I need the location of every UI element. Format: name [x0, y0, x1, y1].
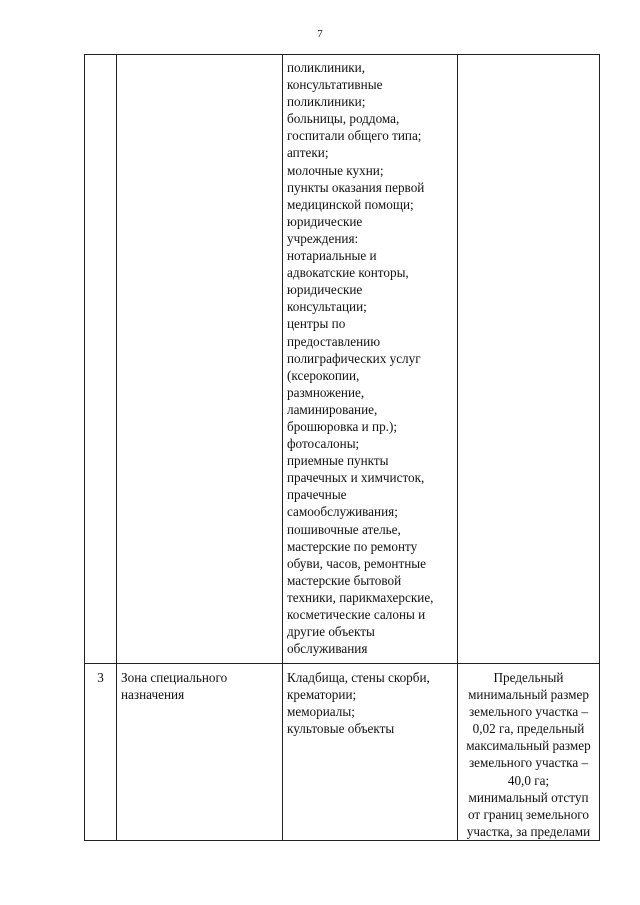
text-line: юридические [287, 282, 363, 298]
text-line: участка, за пределами [466, 823, 591, 839]
text-line: земельного участка – [468, 755, 589, 771]
text-line: обслуживания [287, 641, 368, 657]
text-line: техники, парикмахерские, [287, 589, 434, 605]
text-line: мемориалы; [287, 704, 355, 720]
text-line: приемные пункты [287, 453, 389, 469]
text-line: (ксерокопии, [287, 367, 360, 383]
text-line: брошюровка и пр.); [287, 418, 398, 434]
text-line: аптеки; [287, 145, 329, 161]
text-line: прачечные [287, 487, 347, 503]
cell-number [85, 55, 117, 664]
text-line: пошивочные ателье, [287, 521, 401, 537]
permitted-uses-text [283, 664, 457, 737]
text-line: молочные кухни; [287, 162, 384, 178]
text-line: больницы, роддома, [287, 111, 400, 127]
text-line: нотариальные и [287, 248, 377, 264]
text-line: медицинской помощи; [287, 196, 414, 212]
text-line: поликлиники, [287, 60, 366, 75]
text-line: учреждения: [287, 230, 359, 246]
text-line: размножение, [287, 384, 365, 400]
text-line: ламинирование, [287, 401, 378, 417]
text-line: консультативные [287, 77, 383, 93]
text-line: крематории; [287, 687, 357, 703]
text-line: фотосалоны; [287, 436, 360, 452]
text-line: 40,0 га; [507, 772, 550, 788]
table-row-zone-3 [85, 664, 600, 841]
text-line: адвокатские конторы, [287, 265, 409, 281]
text-line: назначения [121, 687, 185, 703]
text-line: Кладбища, стены скорби, [287, 670, 430, 685]
text-line: мастерские бытовой [287, 572, 402, 588]
cell-zone [117, 55, 283, 664]
text-line: земельного участка – [468, 704, 589, 720]
zones-table [84, 54, 600, 841]
text-line: обуви, часов, ремонтные [287, 555, 427, 571]
text-line: прачечных и химчисток, [287, 470, 425, 486]
text-line: мастерские по ремонту [287, 538, 418, 554]
text-line: минимальный отступ [468, 789, 589, 805]
page-number: 7 [317, 28, 323, 40]
parameters-text [458, 664, 599, 840]
text-line: пункты оказания первой [287, 179, 425, 195]
zone-name-text [117, 664, 282, 703]
text-line: поликлиники; [287, 94, 366, 110]
text-line: 0,02 га, предельный [472, 721, 585, 737]
text-line: полиграфических услуг [287, 350, 421, 366]
table-row-continued [85, 55, 600, 664]
text-line: юридические [287, 213, 363, 229]
text-line: максимальный размер [466, 738, 591, 754]
text-line: другие объекты [287, 624, 375, 640]
row-number: 3 [97, 670, 104, 685]
text-line: минимальный размер [468, 687, 589, 703]
text-line: Зона специального [121, 670, 228, 685]
cell-permitted-uses [283, 55, 458, 664]
cell-zone [117, 664, 283, 841]
text-line: Предельный [493, 670, 564, 685]
text-line: центры по [287, 316, 346, 332]
cell-permitted-uses [283, 664, 458, 841]
text-line: косметические салоны и [287, 607, 426, 622]
text-line: предоставлению [287, 333, 381, 349]
text-line: культовые объекты [287, 721, 395, 737]
cell-number [85, 664, 117, 841]
cell-parameters [458, 664, 600, 841]
text-line: самообслуживания; [287, 504, 398, 520]
text-line: консультации; [287, 299, 367, 315]
text-line: от границ земельного [468, 806, 589, 822]
permitted-uses-text [283, 55, 457, 657]
cell-parameters [458, 55, 600, 664]
text-line: госпитали общего типа; [287, 128, 422, 144]
